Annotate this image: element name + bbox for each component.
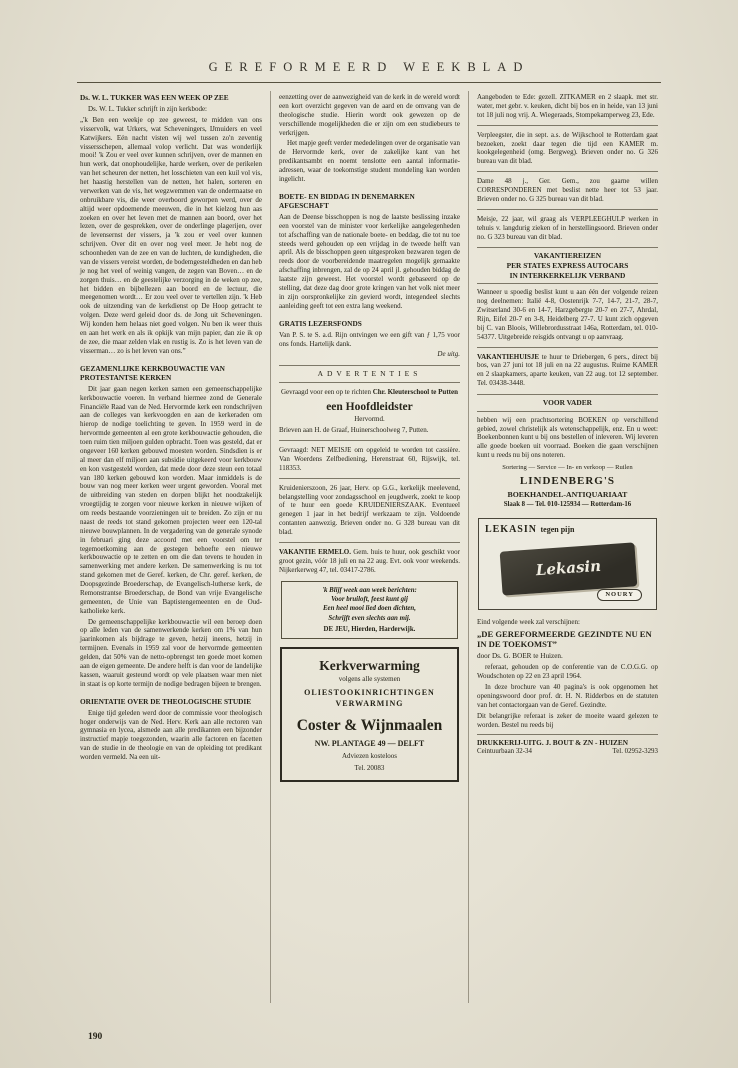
vakantiereizen-title-line3: IN INTERKERKELIJK VERBAND <box>509 270 626 280</box>
announcement-paragraph: Dit belangrijke referaat is zeker de moeite waard gelezen te worden. Bestel nu reeds bij <box>476 711 658 729</box>
section-header-voorvader: VOOR VADER <box>477 394 658 412</box>
kerkverwarming-ad-box <box>280 647 459 782</box>
poem-line: 'k Blijf week aan week berichten: <box>322 586 417 594</box>
divider-rule <box>279 542 460 543</box>
paragraph: Aan de Deense bisschoppen is nog de laatste beslissing inzake een voorstel van de minister voor kerkelijke aangelegenheden tot afschaffing van de nationale boete- en beddag, die tot nu toe steeds werd gehouden op een vrijdag in de tweede helft van april. Als de bisschoppen geen uitgesproken bezwaren tegen de reeds door de voorbereidende maatregelen mogelijk gemaakte afschaffing inbrengen, zal de op 24 april jl. gehouden biddag de laatste zijn geweest. Het voorstel wordt gebaseerd op de stelling, dat deze dag door grote kringen van het volk niet meer in zijn oorspronkelijke zin gevierd wordt, integendeel slechts aanleiding geeft tot een extra lang weekend. <box>278 212 460 310</box>
paragraph: De gemeenschappelijke kerkbouwactie wil een beroep doen op alle leden van de samenwerkende kerken om 1% van hun jaarinkomen als bijdrage te geven, hetzij ineens, hetzij in termijnen. Evenals in 1959 zal voor de hervormde gemeenten gelden, dat 50% van de netto-opbrengst ten goede moet komen aan de eigen gemeente. De andere helft is dan voor de landelijke kassen, waaruit gesteund wordt op vele plaatsen waar men niet in staat is op korte termijn de nodige bedragen bijeen te brengen. <box>80 617 262 688</box>
signature: De uitg. <box>437 350 460 359</box>
lindenberg-subtitle: BOEKHANDEL-ANTIQUARIAAT <box>507 490 628 500</box>
poem-line: Voor bruiloft, feest kunt gij <box>331 595 408 603</box>
ad-intro-bold: Chr. Kleuterschool te Putten <box>372 387 458 396</box>
divider-rule <box>477 125 658 126</box>
ad-lead-bold: VAKANTIE ERMELO. <box>278 547 351 556</box>
classified-ad-verpleegster: Verpleegster, die in sept. a.s. de Wijkschool te Rotterdam gaat bezoeken, zoekt daar tegen die tijd een KAMER m. kookgelegenheid (omg. Bergweg). Brieven onder no. G 326 bureau van dit blad. <box>476 130 658 166</box>
printer-address <box>477 748 658 757</box>
poem-author: DE JEU, Hierden, Harderwijk. <box>323 625 416 633</box>
article-title-boete: BOETE- EN BIDDAG IN DENEMARKEN AFGESCHAFT <box>278 191 415 210</box>
announcement-paragraph: referaat, gehouden op de conferentie van de C.O.G.G. op Woudschoten op 22 en 23 april 1964. <box>476 663 658 681</box>
kv-brand: Coster & Wijnmaalen <box>296 717 443 735</box>
paragraph: Van P. S. te S. a.d. Rijn ontvingen we een gift van ƒ 1,75 voor ons fonds. Hartelijk dank. <box>278 330 460 348</box>
ad-rest: Gem. huis te huur, ook geschikt voor groot gezin, vóór 18 juli en na 22 aug. Evt. ook voor weekends. Nijkerkerweg 47, tel. 03417-2786. <box>278 547 460 574</box>
divider-rule <box>279 478 460 479</box>
article-title-lezersfonds: GRATIS LEZERSFONDS <box>278 318 362 328</box>
column-1 <box>72 91 270 1003</box>
kv-title: Kerkverwarming <box>319 658 420 674</box>
content-columns <box>72 91 666 1003</box>
paragraph: Het mapje geeft verder mededelingen over de organisatie van de Hervormde kerk, over de zakelijke kant van het predikantsambt en noemt tenslotte een aantal informatie-adressen, waar de toekomstige student mondeling kan worden ingelicht. <box>278 139 460 183</box>
lekasin-brand: LEKASIN <box>484 523 537 535</box>
kv-tel: Tel. 20083 <box>354 764 385 773</box>
kv-address: NW. PLANTAGE 49 — DELFT <box>314 739 425 749</box>
kv-subtitle: volgens alle systemen <box>338 675 401 684</box>
kv-line1: OLIESTOOKINRICHTINGEN <box>304 688 435 698</box>
classified-ad-vakantiehuisje <box>477 353 658 389</box>
classified-ad-hoofdleidster-intro <box>279 388 460 397</box>
announcement-author: door Ds. G. BOER te Huizen. <box>476 652 563 661</box>
advertenties-header: ADVERTENTIES <box>279 365 460 383</box>
lekasin-tagline: tegen pijn <box>540 524 575 534</box>
ad-subline: Hervormd. <box>354 415 385 424</box>
masthead-title: GEREFORMEERD WEEKBLAD <box>208 60 530 74</box>
masthead-rule <box>77 82 661 83</box>
ad-headline: een Hoofdleidster <box>326 400 413 413</box>
paragraph: Dit jaar gaan negen kerken samen een gemeenschappelijke kerkbouwactie voeren. In verband hiermee zond de Generale Financiële Raad van de Ned. Hervormde kerk een rondschrijven aan de colleges van kerkvoogden en aan de kerkeraden om hierop de nodige toelichting te geven. In 1959 werd in de hervormde gemeenten al een grote kerkbouwactie gehouden, die toen ruim tien miljoen gulden opbracht. Toen was gesteld, dat er ongeveer 160 kerken gebouwd moesten worden. Sindsdien is er al meer dan elf miljoen aan subsidie uitgekeerd voor kerkbouw en kon vastgesteld worden, dat mede door deze steun een totaal van 180 kerken gebouwd kon worden. Maar inmiddels is de bouw van nog meer kerken weer urgent geworden. Vooral met de uitbreiding van steden en dorpen blijkt het noodzakelijk vroegtijdig te zorgen voor nieuwe kerken in nieuwe wijken of om reeds bestaande voorzieningen uit te breiden. Zo zijn er nu naast de reeds tot stand gekomen projecten weer een 120-tal nieuwe bouwplannen. In de vergadering van de generale synode in februari ging deze accoord met een voorstel om ter tegemoetkoming aan de gestegen behoefte een nieuwe kerkbouwactie op te zetten en om die dan tevens te houden in samenwerking met andere kerken. De samenwerking is nu tot stand gekomen met de Geref. kerken, de Chr. geref. kerken, de Doopsgezinde Broederschap, de Evangelisch-lutherse kerk, de Remonstrantse Broederschap, de Bond van vrije Evangelische gemeenten, de Unie van Baptistengemeenten en de Oud-katholieke kerk. <box>80 384 262 615</box>
ad-intro-plain: Gevraagd voor een op te richten <box>280 387 371 396</box>
kv-line2: VERWARMING <box>335 699 404 709</box>
printer-tel: Tel. 02952-3293 <box>612 747 658 755</box>
voorvader-body: hebben wij een prachtsortering BOEKEN op verschillend gebied, zowel christelijk als wetenschappelijk, enz. En u weet: Boekenbonnen kunt u bij ons bestellen of inleveren. Wij leveren alle goede boeken uit voorraad. Boeken die gaan verschijnen kunt u reeds nu bij ons noteren. <box>476 415 658 460</box>
article-title-orientatie: ORIENTATIE OVER DE THEOLOGISCHE STUDIE <box>80 696 252 706</box>
paragraph: Enige tijd geleden werd door de commissie voor theologisch hoger onderwijs van de Ned. Herv. Kerk aan alle rectoren van gymnasia en lycea, alsmede aan alle predikanten een bijzonder instructief mapje toegezonden, waarin alle factoren en facetten van de studie in de theologie en van de opleiding tot predikant worden vermeld. Na een uit- <box>80 708 262 762</box>
divider-rule <box>279 440 460 441</box>
voorvader-services: Sortering — Service — In- en verkoop — Ruilen <box>502 464 633 471</box>
announcement-intro: Eind volgende week zal verschijnen: <box>476 617 580 626</box>
ad-lead-bold: VAKANTIEHUISJE <box>476 352 540 361</box>
vakantiereizen-body: Wanneer u spoedig beslist kunt u aan één der volgende reizen nog deelnemen: Italië 4-8, Oostenrijk 7-7, 14-7, 21-7, 28-7, Zwitserland 30-6 en 14-7, Harzgebergte 20-7 en 27-7, Ahrdal, Rijn, Eifel 20-7 en 3-8, Heidelberg 27-7. U kunt zich opgeven bij C. van Bloois, Willebrordusstraat 146a, Rotterdam, tel. 010-54377. Uitgebreide reisgids ontvangt u op aanvraag. <box>476 288 658 341</box>
kv-note: Adviezen kosteloos <box>341 752 397 761</box>
divider-rule <box>477 171 658 172</box>
vakantiereizen-title-line1: VAKANTIEREIZEN <box>533 251 602 261</box>
announcement-paragraph: In deze brochure van 40 pagina's is ook opgenomen het openingswoord door prof. dr. H. N. Ridderbos en de statuten van het contactorgaan van de Geref. Gezindte. <box>476 683 658 709</box>
column-2 <box>270 91 468 1003</box>
article-title-tukker: Ds. W. L. TUKKER WAS EEN WEEK OP ZEE <box>80 93 229 102</box>
printer-block <box>477 734 658 756</box>
lindenberg-brand: LINDENBERG'S <box>519 475 616 488</box>
lindenberg-address: Slaak 8 — Tel. 010-125934 — Rotterdam-16 <box>503 501 632 509</box>
noury-badge: NOURY <box>597 589 642 601</box>
page-number: 190 <box>88 1032 103 1042</box>
printer-name: DRUKKERIJ-UITG. J. BOUT & ZN - HUIZEN <box>476 738 629 748</box>
lekasin-tin-label: Lekasin <box>535 557 602 580</box>
poem-line: Schrijft even slechts aan mij. <box>328 614 411 622</box>
poem-ad-box <box>281 581 458 640</box>
classified-ad-dame: Dame 48 j., Ger. Gem., zou gaarne willen CORRESPONDEREN met beslist nette heer tot 53 jaar. Brieven onder no. G 325 bureau van dit blad. <box>476 177 658 203</box>
article-title-kerkbouw: GEZAMENLIJKE KERKBOUWACTIE VAN PROTESTANTSE KERKEN <box>80 363 225 382</box>
section-header-vakantiereizen <box>477 247 658 284</box>
paragraph: Ds. W. L. Tukker schrijft in zijn kerkbode: <box>88 105 207 114</box>
column-3 <box>468 91 666 1003</box>
vakantiereizen-title-line2: PER STATES EXPRESS AUTOCARS <box>506 261 629 270</box>
classified-ad-zitkamer: Aangeboden te Ede: gezell. ZITKAMER en 2 slaapk. met str. water, met gebr. v. keuken, dicht bij bos en in heide, van 13 juni tot 18 juli nog vrij. A. Wiegeraads, Stompekamperweg 23, Ede. <box>476 93 658 119</box>
ad-contact: Brieven aan H. de Graaf, Huinerschoolweg 7, Putten. <box>278 426 429 435</box>
lekasin-ad-box <box>478 518 657 610</box>
poem-line: Een heel mooi lied doen dichten, <box>322 605 416 613</box>
ad-rest: te huur te Driebergen, 6 pers., direct bij bos, van 27 juni tot 18 juli en na 22 augustus. Ruime KAMER en 2 slaapkamers, aparte keuken, van 22 aug. tot 12 september. Tel. 03438-3448. <box>476 352 658 388</box>
classified-ad-meisje: Gevraagd: NET MEISJE om opgeleid te worden tot cassière. Van Woerdens Zelfbediening, Herenstraat 60, Rijswijk, tel. 118353. <box>278 446 460 472</box>
divider-rule <box>477 209 658 210</box>
lekasin-product-image <box>500 542 638 595</box>
classified-ad-meisje22: Meisje, 22 jaar, wil graag als VERPLEEGHULP werken in tehuis v. langdurig zieken of in herstellingsoord. Brieven onder no. G 323 bureau van dit blad. <box>476 214 658 241</box>
divider-rule <box>477 347 658 348</box>
announcement-title: „DE GEREFORMEERDE GEZINDTE NU EN IN DE TOEKOMST” <box>476 628 652 650</box>
paragraph: eenzetting over de aanwezigheid van de kerk in de wereld wordt een kort overzicht gegeven van de aard en de omvang van de theologische studie. Hierin wordt ook gewezen op de verschillende mogelijkheden die er zijn om een studiebeurs te verkrijgen. <box>278 93 460 137</box>
printer-street: Ceintuurbaan 32-34 <box>476 747 532 755</box>
lekasin-title <box>485 524 650 537</box>
classified-ad-kruidenier: Kruidenierszoon, 26 jaar, Herv. op G.G., kerkelijk meelevend, belangstelling voor zondagsschool en jeugdwerk, zoekt te koop of te huur een goede KRUIDENIERSZAAK. Eventueel genegen 1 jaar in het bedrijf werkzaam te zijn. Voldoende contanten aanwezig. Brieven onder no. G 328 bureau van dit blad. <box>278 483 460 537</box>
classified-ad-ermelo <box>279 548 460 575</box>
paragraph: „'k Ben een weekje op zee geweest, te midden van ons visservolk, wat Urkers, wat Scheveningers, IJmuiders en veel Katwijkers. Eén nacht visten wij wel tussen zo'n zeventig vissersschepen, allemaal volop verlicht. Dat was wonderlijk mooi! 'k Zou er veel over kunnen schrijven, over de mannen en hun werk, dat onophoudelijke, harde werken, over de perikelen van het scheuren der netten, het losschieten van een kuil vol vis, het haastig herstellen van de netten, het halen, sorteren en verwerken van de vis, het wegzwemmen van de ondermaatse en onbruikbare vis, die weer overboord geworpen werd, over de altijd weer opdoemende meeuwen, die in het kielzog hun aas zoeken en over het leven met de mannen aan boord, over het lezen, over de gesprekken, over de onderlinge plagerijen, over de levensernst der vissers, ja 'k zou er veel over kunnen schrijven. Over dit en over nog veel meer. Je hebt nog de schoonheden van de zee en van de luchten, de kundigheden, die van de vissers vereist worden, de bodemgesteldheden en dan heb je nog het veel of weinig vangen, de zegen van Boven… en de zorgen thuis… en de geestelijke verzorging in de weken op zee, het bidden en bijbellezen aan boord en de lectuur, die meegenomen wordt… Er zou veel over te vertellen zijn. 'k Heb ook de uitzending van de kerkdienst op De Hoop getracht te volgen. Deze werd geleid door ds. de Jong uit Scheveningen. Wij konden hem helaas niet goed volgen. Nu ben ik weer thuis en aan het werk en als ik opkijk van mijn papier, dan zie ik op de zee, die maar zelden vlak en rustig is. Zo is het leven van de visserman… zo is het leven van ons.” <box>80 115 262 355</box>
